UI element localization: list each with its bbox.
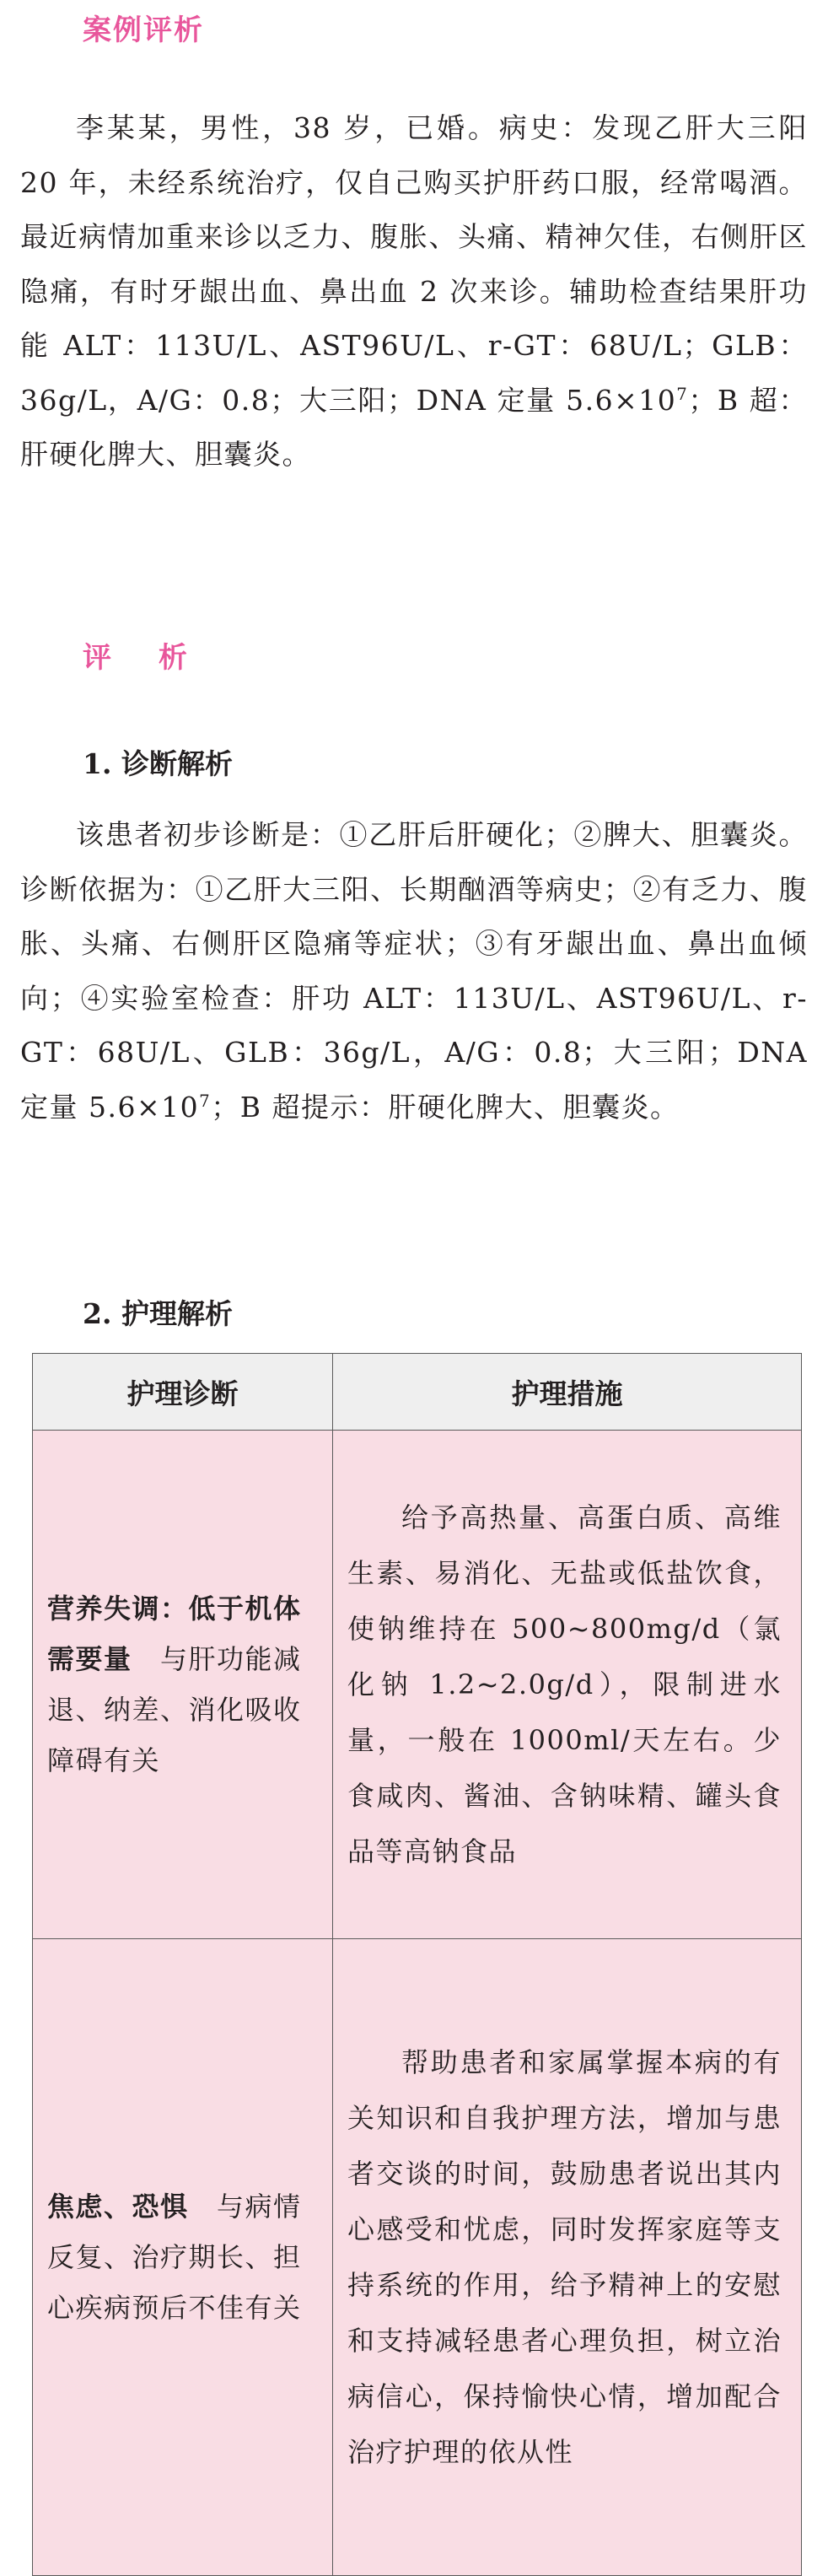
case-text: 李某某，男性，38 岁，已婚。病史：发现乙肝大三阳 20 年，未经系统治疗，仅自己购买护肝药口服，经常喝酒。最近病情加重来诊以乏力、腹胀、头痛、精神欠佳，右侧肝区隐痛，有时牙龈出血、鼻出血 2 次来诊。辅助检查结果肝功能 ALT：113U/L、AST96U/L、r-GT：68U/L；GLB：36g/L，A/G：0.8；大三阳；DNA 定量 5.6×10	[20, 111, 808, 417]
table-row	[33, 1939, 802, 2576]
table-row	[33, 1431, 802, 1939]
case-section-title: 案例评析	[83, 13, 204, 47]
diagnosis-cell	[33, 1431, 333, 1939]
header-nursing-measures: 护理措施	[333, 1354, 802, 1431]
measure-text: 给予高热量、高蛋白质、高维生素、易消化、无盐或低盐饮食，使钠维持在 500~800mg/d（氯化钠 1.2~2.0g/d），限制进水量，一般在 1000ml/天左右。少食咸肉、酱油、含钠味精、罐头食品等高钠食品	[347, 1501, 782, 1867]
diagnosis-cell	[33, 1939, 333, 2576]
table-header-row	[33, 1354, 802, 1431]
header-nursing-diagnosis: 护理诊断	[33, 1354, 333, 1431]
diagnosis-exponent: 7	[199, 1091, 212, 1111]
measure-text: 帮助患者和家属掌握本病的有关知识和自我护理方法，增加与患者交谈的时间，鼓励患者说出其内心感受和忧虑，同时发挥家庭等支持系统的作用，给予精神上的安慰和支持减轻患者心理负担，树立治病信心，保持愉快心情，增加配合治疗护理的依从性	[347, 2046, 782, 2468]
case-exponent: 7	[676, 384, 689, 404]
diagnosis-detail: 与病情反复、治疗期长、担心疾病预后不佳有关	[47, 2191, 302, 2324]
nursing-heading: 2. 护理解析	[83, 1297, 233, 1330]
measure-cell	[333, 1939, 802, 2576]
diagnosis-detail: 与肝功能减退、纳差、消化吸收障碍有关	[47, 1643, 302, 1776]
diagnosis-label: 焦虑、恐惧	[47, 2191, 189, 2223]
diagnosis-text: 该患者初步诊断是：①乙肝后肝硬化；②脾大、胆囊炎。诊断依据为：①乙肝大三阳、长期酗酒等病史；②有乏力、腹胀、头痛、右侧肝区隐痛等症状；③有牙龈出血、鼻出血倾向；④实验室检查：肝功 ALT：113U/L、AST96U/L、r-GT：68U/L、GLB：36g/L，A/G：0.8；大三阳；DNA 定量 5.6×10	[20, 818, 808, 1124]
case-text-end: ；B 超：肝硬化脾大、胆囊炎。	[20, 383, 808, 471]
diagnosis-heading: 1. 诊断解析	[83, 747, 233, 780]
analysis-section-title: 评 析	[83, 641, 206, 675]
nursing-table	[32, 1353, 802, 2576]
diagnosis-text-end: ；B 超提示：肝硬化脾大、胆囊炎。	[211, 1090, 680, 1124]
diagnosis-label: 营养失调：低于机体需要量	[47, 1592, 302, 1675]
measure-cell	[333, 1431, 802, 1939]
case-paragraph	[20, 101, 808, 482]
diagnosis-paragraph	[20, 808, 808, 1134]
